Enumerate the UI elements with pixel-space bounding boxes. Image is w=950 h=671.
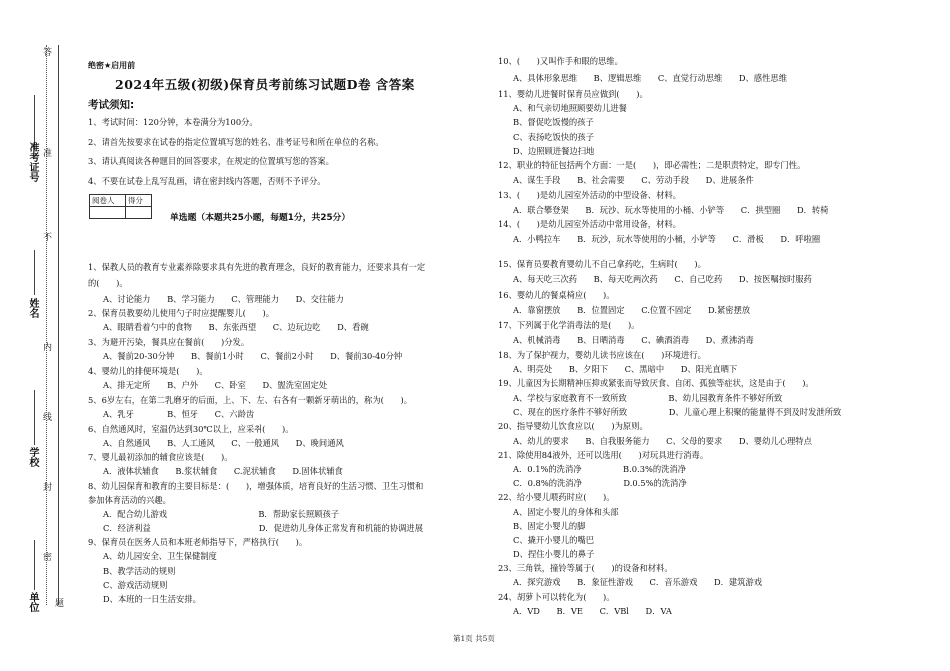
question-line: C、游戏活动规则 xyxy=(103,580,168,590)
seal-char-4: 内 xyxy=(41,342,51,352)
question-line: 23、三角铁，撞铃等属于( )的设备和材料。 xyxy=(498,563,673,573)
question-line: A、学校与家庭教育不一致所致 B、幼儿园教育条件不够好所致 xyxy=(513,393,783,403)
seal-char-2: 准 xyxy=(41,148,51,158)
question-line: 12、职业的特征包括两个方面：一是( )，即必需性；二是职责特定，即专门性。 xyxy=(498,160,806,170)
school-fill-line xyxy=(34,390,35,445)
name-fill-line xyxy=(34,250,35,295)
question-line: 6、自然通风时，室温仍达到30℃以上，应采취( )。 xyxy=(88,424,294,434)
question-line: D、捏住小婴儿的鼻子 xyxy=(513,549,595,559)
question-line: D、边照顾进餐边扫地 xyxy=(513,146,595,156)
unit-fill-line xyxy=(34,540,35,590)
question-line: A．配合幼儿游戏 B．帮助家长照顾孩子 xyxy=(103,509,340,519)
question-line: A．联合攀登架 B．玩沙、玩水等使用的小桶、小铲等 C．拱型圈 D．转椅 xyxy=(513,205,829,215)
question-line: A、幼儿园安全、卫生保健制度 xyxy=(103,551,217,561)
question-line: A．VD B．VE C．VBl D．VA xyxy=(513,606,672,616)
question-line: 11、婴幼儿进餐时保育员应做到( )。 xyxy=(498,89,648,99)
label-school: 学校 xyxy=(27,447,38,467)
note-item: 3、请认真阅读各种题目的回答要求，在规定的位置填写您的答案。 xyxy=(88,156,334,166)
question-line: C．0.8%的洗消净 D.0.5%的洗消净 xyxy=(513,478,687,488)
question-line: D、本班的一日生活安排。 xyxy=(103,594,201,604)
secret-stamp: 绝密★启用前 xyxy=(88,61,136,70)
label-unit: 单位 xyxy=(27,592,38,612)
question-line: C．经济利益 D．促进幼儿身体正常发育和机能的协调进展 xyxy=(103,523,423,533)
question-line: C、现在的医疗条件不够好所致 D、儿童心理上积聚的能量得不到及时发泄所致 xyxy=(513,407,842,417)
score-label: 得分 xyxy=(125,195,151,207)
question-line: 20、指导婴幼儿饮食应以( )为原则。 xyxy=(498,421,648,431)
note-item: 4、不要在试卷上乱写乱画，请在密封线内答题，否则不予评分。 xyxy=(88,176,326,186)
question-line: 18、为了保护视力，婴幼儿读书应该在( )环境进行。 xyxy=(498,350,706,360)
question-line: A．靠窗摆放 B．位置固定 C.位置不固定 D.紧密摆放 xyxy=(513,305,751,315)
question-line: B、固定小婴儿的脚 xyxy=(513,521,586,531)
question-line: A．探究游戏 B．象征性游戏 C．音乐游戏 D．建筑游戏 xyxy=(513,577,763,587)
question-line: 2、保育员教要幼儿使用勺子时应提醒婴儿( )。 xyxy=(88,308,274,318)
seal-line xyxy=(58,45,59,605)
label-name: 姓名 xyxy=(27,298,38,318)
question-line: B、督促吃饭慢的孩子 xyxy=(513,117,594,127)
note-item: 2、请首先按要求在试卷的指定位置填写您的姓名、准考证号和所在单位的名称。 xyxy=(88,137,384,147)
page-title: 2024年五级(初级)保育员考前练习试题D卷 含答案 xyxy=(115,77,415,92)
question-line: 13、( )是幼儿园室外活动的中型设备、材料。 xyxy=(498,190,681,200)
question-line: A、餐前20-30分钟 B、餐前1小时 C、餐前2小时 D、餐前30-40分钟 xyxy=(103,351,403,361)
question-line: 17、下列属于化学消毒法的是( )。 xyxy=(498,320,640,330)
question-line: A、每天吃三次药 B、每天吃两次药 C、自己吃药 D、按医嘱按时服药 xyxy=(513,274,812,284)
grader-cell xyxy=(90,207,126,219)
page-footer: 第1页 共5页 xyxy=(453,634,495,643)
question-line: A、具体形象思维 B、逻辑思维 C、直觉行动思维 D、感性思维 xyxy=(513,73,787,83)
question-line: A．小鸭拉车 B．玩沙，玩水等使用的小桶，小铲等 C．滑板 D．呼啦圈 xyxy=(513,234,821,244)
question-line: 4、婴幼儿的排便环境是( )。 xyxy=(88,366,208,376)
question-line: 1、保教人员的教育专业素养除要求具有先进的教育理念，良好的教育能力，还要求具有一定 xyxy=(88,262,426,272)
question-line: 14、( )是幼儿园室外活动中常用设备，材料。 xyxy=(498,219,681,229)
question-line: 10、( )又叫作手和眼的思维。 xyxy=(498,56,623,66)
question-line: A、固定小婴儿的身体和头部 xyxy=(513,507,619,517)
grader-label: 阅卷人 xyxy=(90,195,126,207)
binding-margin xyxy=(0,0,72,671)
seal-char-1: 答 xyxy=(41,47,51,57)
question-line: 16、婴幼儿的餐桌椅应( )。 xyxy=(498,290,615,300)
question-line: A、眼睛看着勺中的食物 B、东张西望 C、边玩边吃 D、看碗 xyxy=(103,322,369,332)
question-line: 8、幼儿园保育和教育的主要目标是：( )，增强体质，培育良好的生活习惯、卫生习惯和 xyxy=(88,481,424,491)
seal-char-5: 线 xyxy=(41,412,51,422)
question-line: C、表扬吃饭快的孩子 xyxy=(513,132,595,142)
question-line: A．液体状辅食 B.浆状辅食 C.泥状辅食 D.固体状辅食 xyxy=(103,466,343,476)
score-box xyxy=(89,194,152,219)
question-line: A、乳牙 B、恒牙 C、六龄齿 xyxy=(103,409,255,419)
question-line: 7、婴儿最初添加的辅食应该是( )。 xyxy=(88,452,233,462)
question-line: 15、保育员要教育婴幼儿不自己拿药吃，生病时( )。 xyxy=(498,259,706,269)
question-line: A、排无定所 B、户外 C、卧室 D、盥洗室固定处 xyxy=(103,380,328,390)
question-line: C、撬开小婴儿的嘴巴 xyxy=(513,535,595,545)
label-exam-id: 准考证号 xyxy=(27,142,38,182)
question-line: A、自然通风 B、人工通风 C、一般通风 D、晚间通风 xyxy=(103,438,344,448)
note-item: 1、考试时间：120分钟，本卷满分为100分。 xyxy=(88,117,258,127)
seal-char-7: 密 xyxy=(41,552,51,562)
question-line: B、教学活动的规则 xyxy=(103,566,176,576)
seal-char-8: 题 xyxy=(53,598,63,608)
question-line: 的( )。 xyxy=(88,278,128,288)
question-line: A．0.1%的洗消净 B.0.3%的洗消净 xyxy=(513,464,687,474)
question-line: 24、胡萝卜可以转化为( )。 xyxy=(498,592,615,602)
question-line: A、谋生手段 B、社会需要 C、劳动手段 D、进展条件 xyxy=(513,175,754,185)
question-line: 3、为避开污染，餐具应在餐前( )分发。 xyxy=(88,337,250,347)
seal-char-3: 不 xyxy=(41,232,51,242)
question-line: 22、给小婴儿喂药时应( )。 xyxy=(498,492,615,502)
question-line: A、和气亲切地照顾要幼儿进餐 xyxy=(513,103,627,113)
question-line: 21、除使用84液外，还可以选用( )对玩具进行消毒。 xyxy=(498,450,709,460)
question-line: 9、保育员在医务人员和本班老师指导下，严格执行( )。 xyxy=(88,537,308,547)
question-line: A、讨论能力 B、学习能力 C、管理能力 D、交往能力 xyxy=(103,294,344,304)
seal-dotted-line xyxy=(46,45,47,605)
score-cell xyxy=(125,207,151,219)
section-heading: 单选题（本题共25小题，每题1分，共25分） xyxy=(170,213,351,223)
seal-char-6: 封 xyxy=(41,482,51,492)
notes-heading: 考试须知: xyxy=(88,99,135,111)
question-line: A、机械消毒 B、日晒消毒 C、碘酒消毒 D、煮沸消毒 xyxy=(513,335,754,345)
question-line: 5、6岁左右，在第二乳磨牙的后面，上、下、左、右各有一颗新牙萌出的，称为( )。 xyxy=(88,395,413,405)
question-line: A、明亮处 B、夕阳下 C、黑暗中 D、阳光直晒下 xyxy=(513,364,738,374)
question-line: A、幼儿的要求 B、自我服务能力 C、父母的要求 D、婴幼儿心理特点 xyxy=(513,436,812,446)
question-line: 19、儿童因为长期精神压抑或紧张而导致厌食、自闭、孤独等症状，这是由于( )。 xyxy=(498,378,814,388)
question-line: 参加体育活动的兴趣。 xyxy=(88,495,171,505)
